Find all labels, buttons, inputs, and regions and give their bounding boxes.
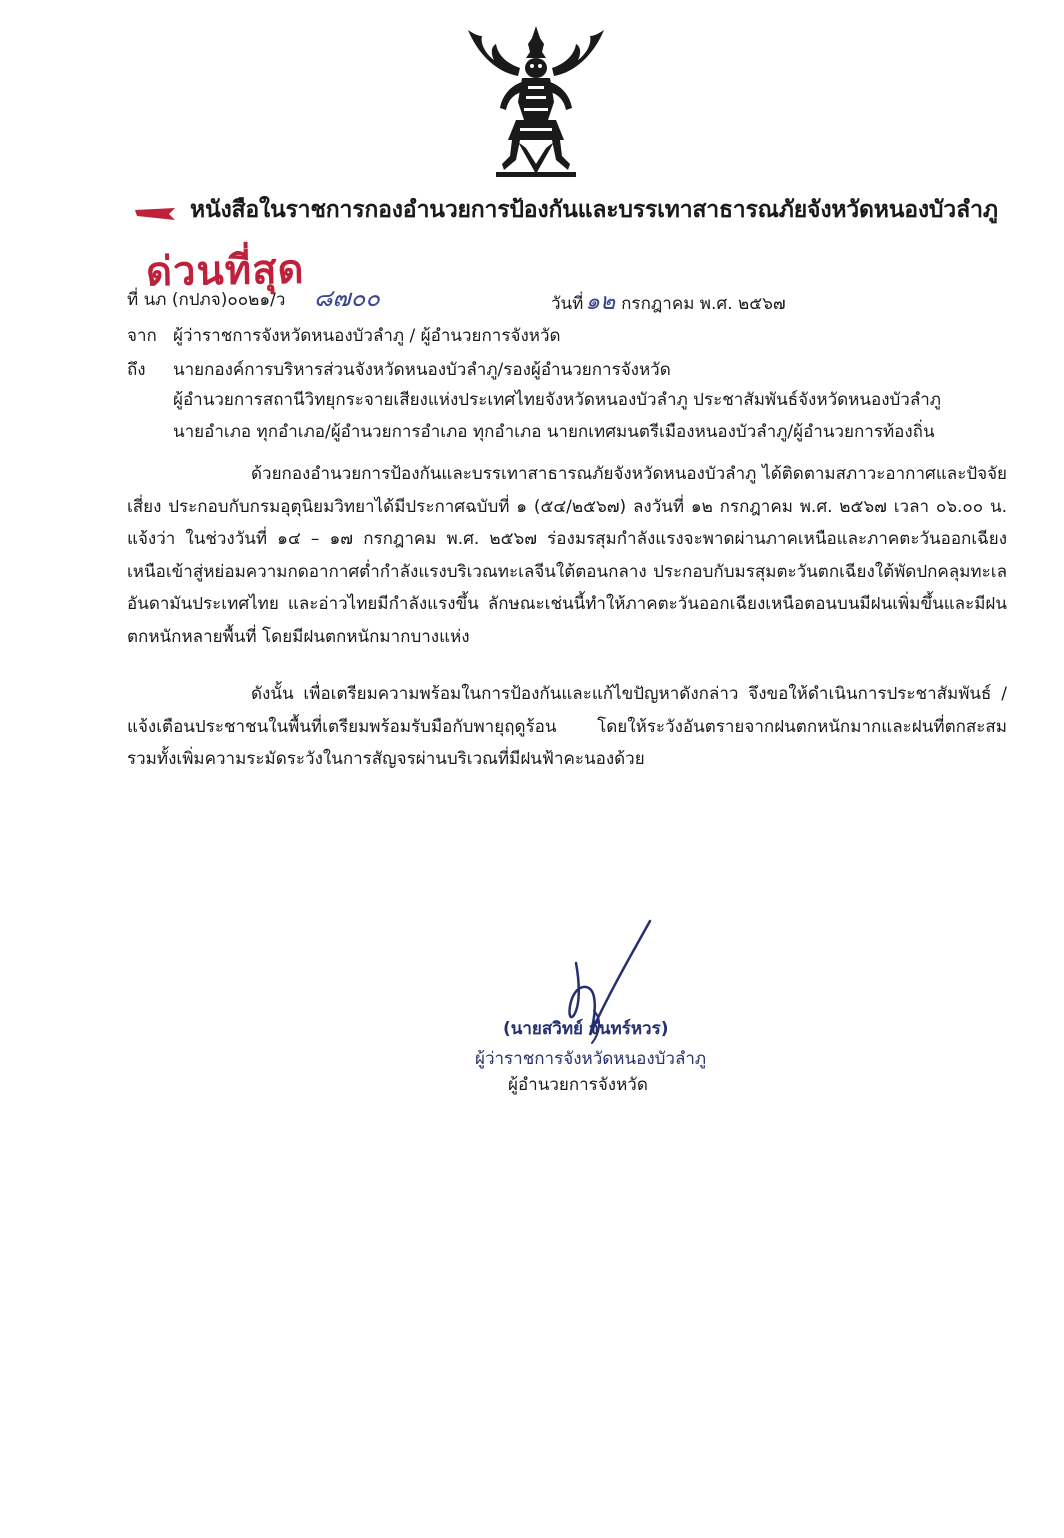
paragraph-text: ดังนั้น เพื่อเตรียมความพร้อมในการป้องกันและแก้ไขปัญหาดังกล่าว จึงขอให้ดำเนินการประชาสัมพันธ์ / แจ้งเตือนประชาชนในพื้นที่เตรียมพร้อมรับมือกับพายุฤดูร้อน โดยให้ระวังอันตรายจากฝนตกหนักมากและฝนที่ตกสะสม รวมทั้งเพิ่มความระมัดระวังในการสัญจรผ่านบริเวณที่มีฝนฟ้าคะนองด้วย [127,684,1007,769]
body-paragraph-2 [127,678,1007,776]
reference-number: ๘๗๐๐ [314,284,380,312]
paragraph-text: ด้วยกองอำนวยการป้องกันและบรรเทาสาธารณภัยจังหวัดหนองบัวลำภู ได้ติดตามสภาวะอากาศและปัจจัยเสี่ยง ประกอบกับกรมอุตุนิยมวิทยาได้มีประกาศฉบับที่ ๑ (๕๔/๒๕๖๗) ลงวันที่ ๑๒ กรกฎาคม พ.ศ. ๒๕๖๗ เวลา ๐๖.๐๐ น. แจ้งว่า ในช่วงวันที่ ๑๔ – ๑๗ กรกฎาคม พ.ศ. ๒๕๖๗ ร่องมรสุมกำลังแรงจะพาดผ่านภาคเหนือและภาคตะวันออกเฉียงเหนือเข้าสู่หย่อมความกดอากาศต่ำกำลังแรงบริเวณทะเลจีนใต้ตอนกลาง ประกอบกับมรสุมตะวันตกเฉียงใต้พัดปกคลุมทะเลอันดามันประเทศไทย และอ่าวไทยมีกำลังแรงขึ้น ลักษณะเช่นนี้ทำให้ภาคตะวันออกเฉียงเหนือตอนบนมีฝนเพิ่มขึ้นและมีฝนตกหนักหลายพื้นที่ โดยมีฝนตกหนักมากบางแห่ง [127,464,1007,647]
garuda-emblem-icon [456,24,616,180]
from-label: จาก [127,326,157,346]
to-recipient: ผู้อำนวยการสถานีวิทยุกระจายเสียงแห่งประเทศไทยจังหวัดหนองบัวลำภู ประชาสัมพันธ์จังหวัดหนองบัวลำภู [173,390,941,410]
from-line [127,322,561,349]
from-value: ผู้ว่าราชการจังหวัดหนองบัวลำภู / ผู้อำนวยการจังหวัด [173,326,561,346]
document-date [551,284,786,320]
signatory-name: (นายสวิทย์ จันทร์หวร) [503,1019,669,1039]
document-heading: หนังสือในราชการกองอำนวยการป้องกันและบรรเทาสาธารณภัยจังหวัดหนองบัวลำภู [190,197,998,223]
date-day: ๑๒ [585,289,616,315]
to-line [127,356,671,383]
to-label: ถึง [127,360,146,380]
signatory-position: ผู้อำนวยการจังหวัด [508,1075,648,1095]
red-flag-icon [135,206,177,222]
date-label: วันที่ [551,294,584,314]
date-month-year: กรกฎาคม พ.ศ. ๒๕๖๗ [621,294,786,314]
reference-label: ที่ นภ (กปภจ)๐๐๒๑/ว [127,290,286,310]
to-recipient: นายอำเภอ ทุกอำเภอ/ผู้อำนวยการอำเภอ ทุกอำเภอ นายกเทศมนตรีเมืองหนองบัวลำภู/ผู้อำนวยการท้องถิ่น [173,422,935,442]
to-recipient: นายกองค์การบริหารส่วนจังหวัดหนองบัวลำภู/รองผู้อำนวยการจังหวัด [173,360,671,380]
urgency-stamp: ด่วนที่สุด [145,246,305,296]
signatory-position: ผู้ว่าราชการจังหวัดหนองบัวลำภู [475,1049,707,1069]
body-paragraph-1 [127,458,1007,653]
